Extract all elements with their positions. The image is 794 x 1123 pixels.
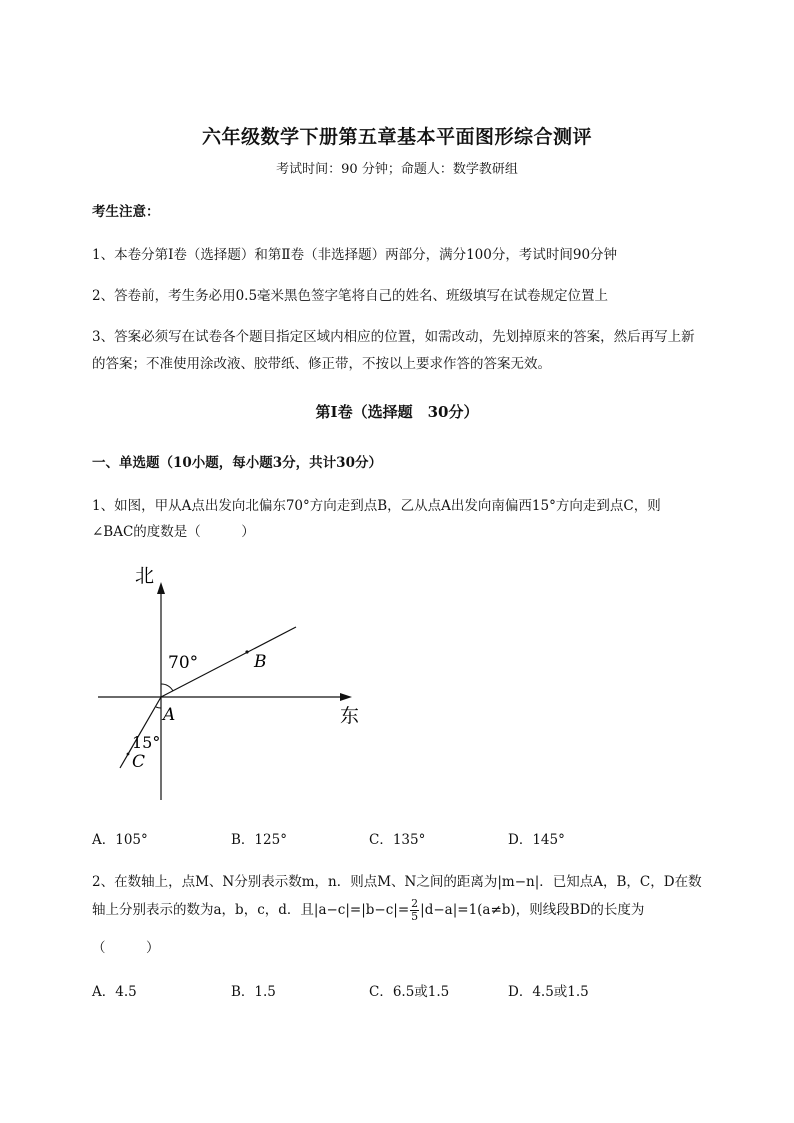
q2-option-c[interactable]: C．6.5或1.5 (369, 984, 450, 1000)
label-north: 北 (135, 565, 155, 587)
angle-arc-70 (161, 684, 173, 691)
section-title: 第Ⅰ卷（选择题 30分） (315, 403, 479, 421)
notice-item-3: 3、答案必须写在试卷各个题目指定区域内相应的位置，如需改动，先划掉原来的答案，然后再写上新 (92, 329, 695, 345)
q2-line2-part2: |d−a|=1(a≠b)，则线段BD的长度为 (420, 902, 645, 918)
q2-option-d[interactable]: D．4.5或1.5 (508, 984, 589, 1000)
label-b: B (254, 652, 267, 672)
notice-item-2: 2、答卷前，考生务必用0.5毫米黑色签字笔将自己的姓名、班级填写在试卷规定位置上 (92, 288, 609, 304)
question-1-text: 1、如图，甲从A点出发向北偏东70°方向走到点B，乙从点A出发向南偏西15°方向走到点C，则 (92, 498, 661, 514)
exam-info: 考试时间：90 分钟；命题人：数学教研组 (276, 162, 518, 177)
label-angle-15: 15° (132, 733, 161, 752)
page-title: 六年级数学下册第五章基本平面图形综合测评 (201, 126, 592, 148)
point-c (127, 753, 130, 756)
question-2-text-cont (92, 898, 644, 923)
notice-heading: 考生注意： (92, 204, 160, 220)
fraction-two-fifths (410, 898, 419, 923)
label-a: A (163, 705, 176, 725)
question-1-text-cont: ∠BAC的度数是（ ） (92, 524, 255, 540)
question-2-text: 2、在数轴上，点M、N分别表示数m，n．则点M、N之间的距离为|m−n|．已知点A，B，C，D在数 (92, 874, 702, 890)
q2-option-a[interactable]: A．4.5 (92, 984, 137, 1000)
question-2-answer-blank: （ ） (92, 940, 160, 956)
label-east: 东 (340, 705, 360, 727)
notice-item-1: 1、本卷分第Ⅰ卷（选择题）和第Ⅱ卷（非选择题）两部分，满分100分，考试时间90分钟 (92, 247, 618, 263)
east-arrow-icon (340, 693, 352, 701)
north-arrow-icon (157, 582, 165, 594)
q2-line2-part1: 轴上分别表示的数为a，b，c，d．且|a−c|=|b−c|= (92, 902, 410, 918)
fraction-numerator: 2 (411, 897, 419, 910)
question-1-figure (90, 560, 380, 805)
label-angle-70: 70° (168, 653, 199, 673)
q2-option-b[interactable]: B．1.5 (231, 984, 276, 1000)
fraction-denominator: 5 (411, 910, 419, 923)
point-b (245, 650, 248, 653)
part-title: 一、单选题（10小题，每小题3分，共计30分） (92, 455, 382, 471)
notice-item-3-cont: 的答案；不准使用涂改液、胶带纸、修正带，不按以上要求作答的答案无效。 (92, 356, 551, 372)
q1-option-c[interactable]: C．135° (369, 832, 426, 848)
q1-option-b[interactable]: B．125° (231, 832, 287, 848)
label-c: C (132, 752, 146, 772)
angle-arc-15 (156, 707, 161, 708)
q1-option-d[interactable]: D．145° (508, 832, 565, 848)
q1-option-a[interactable]: A．105° (92, 832, 148, 848)
